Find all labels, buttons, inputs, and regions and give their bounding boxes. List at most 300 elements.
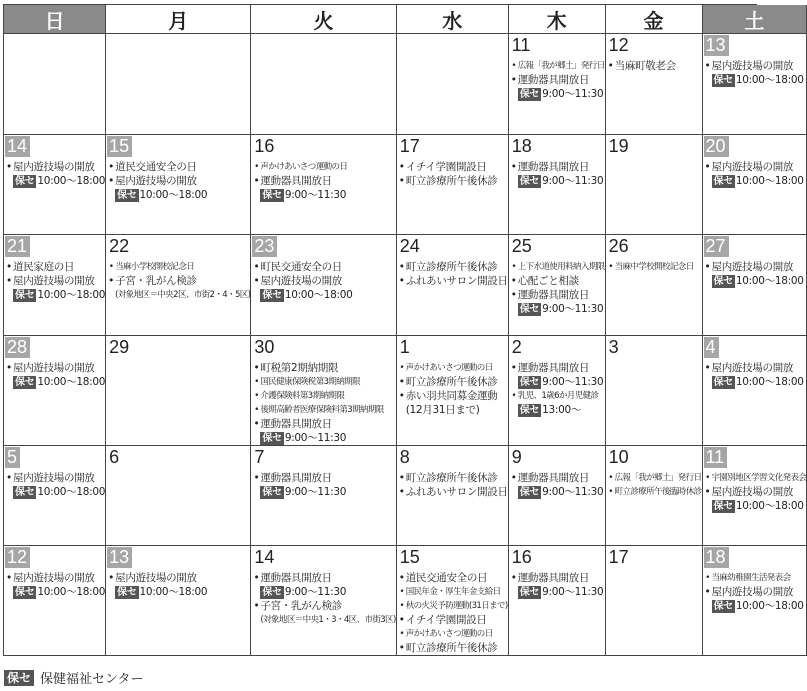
event-text: 運動器具開放日 [517, 471, 590, 484]
event-text: 10:00～18:00 [139, 188, 208, 201]
day-cell [106, 546, 251, 656]
event-text: 10:00～18:00 [37, 586, 106, 598]
day-number: 11 [704, 447, 728, 468]
event-text: 9:00～11:30 [284, 485, 347, 498]
day-cell [703, 546, 807, 656]
event-text: 町立診療所午後休診 [405, 174, 498, 187]
event-text: 屋内遊技場の開放 [115, 174, 197, 187]
day-cell [397, 235, 509, 336]
event-item [252, 613, 395, 627]
day-cell [106, 336, 251, 446]
event-text: 町立診療所午後休診 [405, 471, 498, 484]
legend-text: 保健福祉センター [40, 672, 144, 687]
day-cell [509, 34, 606, 135]
event-time [252, 431, 395, 445]
event-item [252, 260, 395, 274]
event-time [252, 288, 395, 302]
event-list [510, 361, 605, 417]
event-text: 10:00～18:00 [735, 499, 804, 512]
event-time [510, 87, 605, 101]
day-number: 28 [5, 337, 30, 358]
event-item [252, 375, 395, 389]
day-cell [251, 135, 396, 236]
event-text: 運動器具開放日 [260, 174, 332, 187]
event-time [510, 403, 605, 417]
event-text: (12月31日まで) [405, 403, 480, 416]
event-list [252, 471, 395, 499]
event-item [398, 260, 508, 274]
day-cell [509, 446, 606, 547]
event-text: 秋の火災予防運動(31日まで) [405, 601, 508, 611]
day-cell [4, 446, 106, 547]
event-item [510, 73, 605, 87]
day-number: 12 [5, 547, 30, 568]
event-list [398, 361, 508, 417]
event-text: 介護保険料第3期納期限 [260, 390, 345, 401]
day-cell [4, 336, 106, 446]
event-list [107, 260, 250, 302]
event-text: 9:00～11:30 [542, 88, 604, 100]
event-text: 10:00～18:00 [284, 289, 353, 301]
day-number: 20 [704, 136, 729, 157]
event-time [107, 585, 250, 599]
day-cell [606, 235, 703, 336]
day-cell [251, 235, 396, 336]
event-item [607, 485, 702, 499]
event-time [510, 302, 605, 316]
event-list [607, 471, 702, 499]
event-text: 道民家庭の日 [13, 261, 75, 273]
event-text: 国民健康保険税第3期納期限 [260, 376, 361, 387]
event-list [107, 571, 250, 599]
event-list [107, 160, 250, 202]
legend-tag: 保セ [4, 670, 34, 686]
event-text: 運動器具開放日 [517, 289, 590, 301]
day-number: 16 [511, 547, 532, 567]
day-cell [606, 546, 703, 656]
event-item [510, 59, 605, 73]
event-list [510, 471, 605, 499]
event-text: 屋内遊技場の開放 [711, 485, 794, 498]
event-time [510, 375, 605, 389]
event-list [398, 571, 508, 655]
event-text: 13:00～ [542, 403, 582, 416]
event-text: 屋内遊技場の開放 [260, 275, 343, 287]
event-item [607, 471, 702, 485]
event-item [704, 585, 807, 599]
day-number: 29 [109, 336, 130, 357]
event-text: (対象地区＝中央1・3・4区、市街3区) [260, 615, 396, 625]
event-time [5, 174, 105, 188]
event-text: 屋内遊技場の開放 [711, 60, 794, 72]
event-item [704, 471, 807, 485]
event-text: 10:00～18:00 [37, 485, 106, 498]
hoken-center-tag: 保セ [713, 601, 733, 612]
event-text: 屋内遊技場の開放 [711, 160, 794, 173]
event-item [5, 160, 105, 174]
event-item [252, 417, 395, 431]
event-item [252, 403, 395, 417]
legend [4, 668, 144, 687]
event-text: 10:00～18:00 [735, 74, 804, 86]
day-number: 17 [608, 547, 629, 567]
weekday-header-fri: 金 [606, 5, 703, 34]
event-text: 町税第2期納期限 [260, 361, 339, 374]
weekday-header-tue: 火 [251, 5, 396, 34]
event-text: 当麻幼稚園生活発表会 [711, 573, 791, 583]
event-text: 後期高齢者医療保険料第3期納期限 [260, 404, 384, 415]
event-item [398, 613, 508, 627]
event-time [704, 274, 807, 288]
weekday-header-sat: 土 [703, 5, 807, 34]
hoken-center-tag: 保セ [262, 587, 282, 598]
day-number: 23 [252, 236, 277, 257]
hoken-center-tag: 保セ [15, 290, 35, 301]
event-item [704, 260, 807, 274]
day-cell [509, 546, 606, 656]
event-list [5, 260, 105, 302]
event-text: 当麻小学校開校記念日 [115, 262, 195, 272]
event-text: 10:00～18:00 [37, 289, 106, 301]
event-text: 運動器具開放日 [260, 471, 332, 484]
day-cell [606, 446, 703, 547]
day-number: 18 [511, 135, 532, 156]
event-time [704, 73, 807, 87]
event-text: ふれあいサロン開設日 [405, 485, 508, 498]
day-cell [251, 34, 396, 135]
day-number: 25 [511, 236, 532, 256]
event-list [510, 571, 605, 599]
hoken-center-tag: 保セ [262, 189, 282, 201]
hoken-center-tag: 保セ [713, 500, 733, 512]
calendar-grid [3, 4, 807, 656]
event-item [704, 59, 807, 73]
event-item [704, 485, 807, 499]
day-number: 15 [399, 547, 420, 567]
event-text: 9:00～11:30 [542, 303, 604, 315]
event-item [510, 571, 605, 585]
event-time [510, 585, 605, 599]
day-cell [4, 135, 106, 236]
weekday-header-mon: 月 [106, 5, 251, 34]
day-number: 22 [109, 236, 130, 256]
day-cell [509, 336, 606, 446]
event-item [510, 274, 605, 288]
event-text: 運動器具開放日 [517, 572, 590, 584]
day-number: 14 [5, 136, 30, 157]
event-list [510, 160, 605, 188]
event-item [398, 160, 508, 174]
day-number: 8 [399, 446, 410, 467]
event-text: イチイ学園開設日 [405, 614, 487, 626]
day-number: 30 [254, 336, 275, 357]
event-list [252, 260, 395, 302]
day-cell [397, 336, 509, 446]
event-list [398, 471, 508, 499]
event-list [704, 571, 807, 613]
day-number: 1 [399, 336, 410, 357]
day-cell [397, 135, 509, 236]
event-time [5, 375, 105, 389]
event-text: 10:00～18:00 [735, 174, 804, 187]
event-text: 9:00～11:30 [542, 375, 604, 388]
event-item [252, 571, 395, 585]
event-list [704, 260, 807, 288]
day-cell [251, 546, 396, 656]
event-time [252, 188, 395, 202]
event-text: 道民交通安全の日 [115, 160, 197, 173]
event-item [398, 375, 508, 389]
event-text: 屋内遊技場の開放 [13, 160, 95, 173]
event-text: 10:00～18:00 [735, 375, 804, 388]
event-text: 屋内遊技場の開放 [13, 572, 95, 584]
event-text: 声かけあいさつ運動の日 [260, 161, 348, 172]
day-cell [397, 34, 509, 135]
event-list [704, 160, 807, 188]
hoken-center-tag: 保セ [262, 290, 282, 301]
hoken-center-tag: 保セ [519, 404, 540, 416]
event-list [607, 260, 702, 274]
hoken-center-tag: 保セ [15, 376, 35, 388]
event-time [510, 174, 605, 188]
event-item [704, 571, 807, 585]
event-item [5, 260, 105, 274]
hoken-center-tag: 保セ [262, 432, 282, 444]
event-text: 上下水道使用料納入期限 [517, 262, 605, 272]
event-text: 町立診療所午後休診 [405, 642, 498, 654]
event-text: 広報「我が郷土」発行日 [517, 61, 605, 71]
event-text: 9:00～11:30 [284, 431, 347, 444]
event-text: 道民交通安全の日 [405, 572, 488, 584]
event-text: 町立診療所午後休診 [405, 261, 498, 273]
event-list [398, 160, 508, 188]
day-number: 6 [109, 446, 120, 467]
event-list [5, 361, 105, 389]
day-number: 5 [5, 447, 20, 468]
event-list [510, 59, 605, 101]
weekday-header-wed: 水 [397, 5, 509, 34]
event-text: 屋内遊技場の開放 [711, 586, 794, 598]
event-text: 声かけあいさつ運動の日 [405, 629, 493, 639]
event-item [5, 571, 105, 585]
event-item [5, 361, 105, 375]
event-list [510, 260, 605, 316]
day-number: 10 [608, 446, 629, 467]
event-text: 屋内遊技場の開放 [711, 361, 794, 374]
event-text: 運動器具開放日 [260, 572, 332, 584]
event-item [398, 599, 508, 613]
event-item [398, 274, 508, 288]
day-number: 12 [608, 35, 629, 55]
event-item [107, 160, 250, 174]
day-number: 14 [254, 547, 275, 567]
event-item [107, 174, 250, 188]
hoken-center-tag: 保セ [15, 587, 35, 598]
event-item [252, 361, 395, 375]
event-item [398, 485, 508, 499]
event-list [398, 260, 508, 288]
event-text: 10:00～18:00 [735, 600, 804, 612]
event-text: 9:00～11:30 [542, 174, 604, 187]
day-cell [703, 446, 807, 547]
day-number: 26 [608, 236, 629, 256]
day-cell [606, 135, 703, 236]
day-cell [509, 235, 606, 336]
event-item [510, 260, 605, 274]
day-number: 13 [704, 35, 729, 56]
day-cell [509, 135, 606, 236]
day-cell [4, 546, 106, 656]
event-list [5, 160, 105, 188]
event-list [5, 571, 105, 599]
event-text: 宇園別地区学習文化発表会 [711, 472, 807, 483]
event-item [398, 571, 508, 585]
event-text: ふれあいサロン開設日 [405, 275, 508, 287]
day-number: 15 [107, 136, 132, 157]
event-text: 町立診療所午後臨時休診 [614, 486, 702, 497]
day-number: 21 [5, 236, 30, 257]
day-cell [251, 336, 396, 446]
day-number: 18 [704, 547, 729, 568]
event-text: 屋内遊技場の開放 [13, 471, 95, 484]
event-time [704, 174, 807, 188]
event-text: 屋内遊技場の開放 [711, 261, 794, 273]
day-cell [703, 34, 807, 135]
day-cell [106, 235, 251, 336]
event-text: 10:00～18:00 [37, 174, 106, 187]
hoken-center-tag: 保セ [519, 486, 540, 498]
event-text: 子宮・乳がん検診 [260, 600, 343, 612]
event-text: 9:00～11:30 [542, 586, 604, 598]
event-item [252, 174, 395, 188]
day-cell [251, 446, 396, 547]
event-text: 10:00～18:00 [735, 275, 804, 287]
event-time [5, 288, 105, 302]
event-text: 運動器具開放日 [517, 361, 590, 374]
event-time [704, 599, 807, 613]
event-text: 10:00～18:00 [139, 586, 208, 598]
event-item [252, 471, 395, 485]
hoken-center-tag: 保セ [15, 175, 35, 187]
day-number: 4 [704, 337, 719, 358]
event-item [252, 389, 395, 403]
event-text: 9:00～11:30 [284, 586, 347, 598]
hoken-center-tag: 保セ [262, 486, 282, 498]
day-cell [4, 34, 106, 135]
event-time [252, 585, 395, 599]
hoken-center-tag: 保セ [519, 175, 540, 187]
day-cell [703, 336, 807, 446]
event-item [398, 403, 508, 417]
event-item [107, 260, 250, 274]
event-item [510, 361, 605, 375]
weekday-header-thu: 木 [509, 5, 606, 34]
event-text: 屋内遊技場の開放 [13, 275, 95, 287]
hoken-center-tag: 保セ [519, 89, 540, 100]
event-text: 子宮・乳がん検診 [115, 275, 197, 287]
event-item [252, 274, 395, 288]
event-text: イチイ学園開設日 [405, 160, 487, 173]
event-text: 心配ごと相談 [517, 275, 579, 287]
hoken-center-tag: 保セ [117, 587, 137, 598]
event-item [607, 260, 702, 274]
day-number: 7 [254, 446, 265, 467]
event-list [607, 59, 702, 73]
event-time [704, 499, 807, 513]
event-list [252, 160, 395, 202]
event-list [704, 471, 807, 513]
event-item [704, 361, 807, 375]
day-cell [106, 135, 251, 236]
day-cell [703, 135, 807, 236]
event-item [5, 274, 105, 288]
event-item [398, 361, 508, 375]
event-text: 運動器具開放日 [517, 74, 590, 86]
event-item [398, 585, 508, 599]
event-time [5, 485, 105, 499]
day-number: 11 [511, 35, 531, 55]
hoken-center-tag: 保セ [519, 587, 540, 598]
day-number: 16 [254, 135, 275, 156]
event-text: 9:00～11:30 [284, 188, 347, 201]
event-item [107, 571, 250, 585]
event-item [510, 160, 605, 174]
event-item [607, 59, 702, 73]
day-number: 13 [107, 547, 132, 568]
hoken-center-tag: 保セ [713, 276, 733, 287]
event-text: (対象地区＝中央2区、市街2・4・5区) [115, 290, 251, 300]
day-cell [606, 34, 703, 135]
day-number: 9 [511, 446, 522, 467]
hoken-center-tag: 保セ [519, 304, 540, 315]
event-item [510, 471, 605, 485]
event-time [704, 375, 807, 389]
event-text: 声かけあいさつ運動の日 [405, 362, 493, 373]
event-item [252, 160, 395, 174]
event-text: 当麻町敬老会 [614, 60, 676, 72]
event-text: 町民交通安全の日 [260, 261, 343, 273]
day-number: 24 [399, 236, 420, 256]
day-number: 17 [399, 135, 420, 156]
event-item [510, 389, 605, 403]
day-cell [106, 446, 251, 547]
day-cell [397, 446, 509, 547]
event-item [398, 641, 508, 655]
event-time [107, 188, 250, 202]
event-list [704, 59, 807, 87]
event-item [398, 174, 508, 188]
event-time [252, 485, 395, 499]
event-text: 赤い羽共同募金運動 [405, 389, 498, 402]
hoken-center-tag: 保セ [117, 189, 137, 201]
event-time [5, 585, 105, 599]
hoken-center-tag: 保セ [15, 486, 35, 498]
event-item [510, 288, 605, 302]
day-number: 2 [511, 336, 522, 357]
event-text: 国民年金・厚生年金支給日 [405, 587, 501, 597]
day-number: 27 [704, 236, 729, 257]
event-text: 屋内遊技場の開放 [13, 361, 95, 374]
event-item [107, 288, 250, 302]
event-text: 9:00～11:30 [542, 485, 604, 498]
event-item [704, 160, 807, 174]
hoken-center-tag: 保セ [713, 75, 733, 86]
event-text: 町立診療所午後休診 [405, 375, 498, 388]
hoken-center-tag: 保セ [713, 175, 733, 187]
event-time [510, 485, 605, 499]
event-text: 運動器具開放日 [517, 160, 590, 173]
hoken-center-tag: 保セ [519, 376, 540, 388]
